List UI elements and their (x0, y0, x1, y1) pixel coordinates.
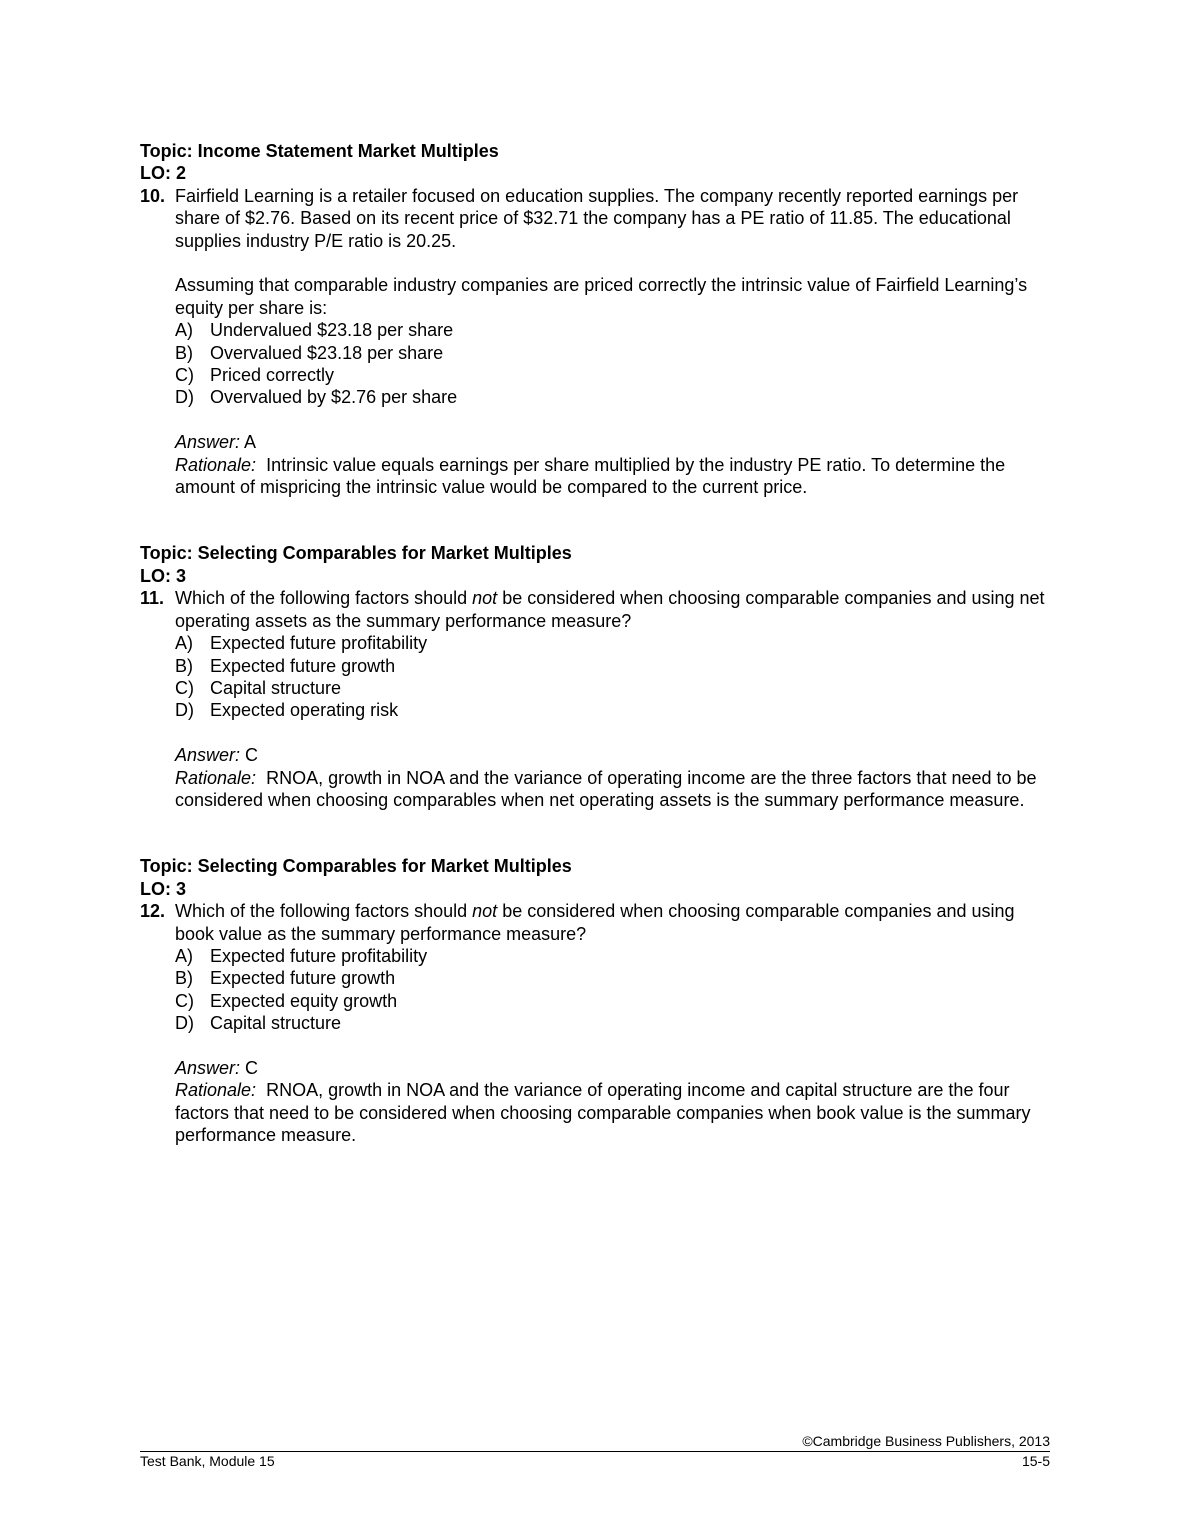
rationale-line (175, 1079, 1050, 1146)
question-topic: Topic: Income Statement Market Multiples (140, 141, 499, 161)
rationale-text: RNOA, growth in NOA and the variance of operating income are the three factors that need to be considered when choosing comparables when net operating assets is the summary performance measure. (175, 767, 1037, 810)
option-a (175, 945, 1050, 967)
stem-emphasis: not (472, 901, 498, 922)
question-10 (140, 140, 1050, 498)
option-d (175, 1012, 1050, 1034)
answer-label: Answer: (175, 432, 241, 453)
option-c (175, 990, 1050, 1012)
option-a (175, 632, 1050, 654)
option-text: Capital structure (210, 677, 342, 698)
option-d (175, 386, 1050, 408)
option-text: Capital structure (210, 1013, 342, 1034)
option-letter: B) (175, 655, 193, 676)
question-body (140, 587, 1050, 811)
stem-start: Which of the following factors should (175, 901, 473, 922)
answer-line (175, 744, 1050, 766)
option-a (175, 319, 1050, 341)
option-text: Expected future growth (210, 655, 396, 676)
rationale-label: Rationale: (175, 454, 257, 475)
option-letter: B) (175, 342, 193, 363)
option-d (175, 699, 1050, 721)
option-b (175, 342, 1050, 364)
option-text: Expected future growth (210, 968, 396, 989)
option-letter: A) (175, 945, 193, 966)
option-letter: D) (175, 387, 194, 408)
question-text (175, 900, 1050, 1146)
question-text (175, 185, 1050, 499)
footer-line (140, 1452, 1050, 1470)
learning-objective: LO: 3 (140, 565, 187, 586)
question-12 (140, 855, 1050, 1146)
option-letter: C) (175, 990, 194, 1011)
rationale-text: Intrinsic value equals earnings per share multiplied by the industry PE ratio. To determine the amount of mispricing the intrinsic value would be compared to the current price. (175, 454, 1006, 498)
question-stem: Fairfield Learning is a retailer focused on education supplies. The company recently reported earnings per share of $2.76. Based on its recent price of $32.71 the company has a PE ratio of 11.85. The educational supplies industry P/E ratio is 20.25. (175, 185, 1019, 251)
stem-end: be considered when choosing comparable companies and using net operating assets as the summary performance measure? (175, 588, 1045, 631)
page-footer (140, 1432, 1050, 1470)
question-body (140, 185, 1050, 499)
question-stem (175, 587, 1050, 632)
question-body (140, 900, 1050, 1146)
answer-block (175, 1057, 1050, 1147)
stem-emphasis: not (472, 588, 498, 609)
option-letter: D) (175, 700, 194, 721)
answer-options (175, 945, 1050, 1035)
answer-options (175, 632, 1050, 722)
answer-value: C (245, 1057, 259, 1078)
answer-label: Answer: (175, 745, 241, 766)
answer-line (175, 1057, 1050, 1079)
footer-module-label: Test Bank, Module 15 (140, 1453, 275, 1469)
option-c (175, 364, 1050, 386)
option-b (175, 967, 1050, 989)
question-stem-continued: Assuming that comparable industry companies are priced correctly the intrinsic value of Fairfield Learning’s equity per share is: (175, 275, 1028, 318)
copyright-notice: ©Cambridge Business Publishers, 2013 (802, 1433, 1050, 1449)
stem-start: Which of the following factors should (175, 588, 473, 609)
question-stem (175, 900, 1050, 945)
answer-block (175, 744, 1050, 811)
question-topic: Topic: Selecting Comparables for Market Multiples (140, 856, 572, 877)
question-11 (140, 542, 1050, 811)
learning-objective: LO: 2 (140, 163, 187, 184)
answer-value: C (245, 745, 259, 766)
option-b (175, 655, 1050, 677)
answer-block (175, 431, 1050, 498)
answer-options (175, 319, 1050, 409)
learning-objective: LO: 3 (140, 878, 187, 899)
option-letter: C) (175, 365, 194, 386)
question-number: 11. (140, 588, 165, 609)
rationale-text: RNOA, growth in NOA and the variance of operating income and capital structure are the four factors that need to be considered when choosing comparable companies when book value is the summary performance measure. (175, 1080, 1031, 1146)
answer-value: A (244, 432, 257, 453)
document-page (140, 140, 1050, 1147)
option-c (175, 677, 1050, 699)
rationale-label: Rationale: (175, 767, 257, 788)
option-letter: A) (175, 633, 193, 654)
option-text: Expected future profitability (210, 633, 428, 654)
answer-label: Answer: (175, 1057, 241, 1078)
option-text: Priced correctly (210, 365, 335, 386)
option-text: Overvalued by $2.76 per share (210, 387, 458, 408)
rationale-line (175, 454, 1050, 499)
option-letter: B) (175, 968, 193, 989)
option-text: Overvalued $23.18 per share (210, 342, 444, 363)
option-letter: D) (175, 1013, 194, 1034)
question-topic: Topic: Selecting Comparables for Market Multiples (140, 543, 572, 564)
question-number: 10. (140, 185, 166, 206)
stem-end: be considered when choosing comparable companies and using book value as the summary performance measure? (175, 901, 1015, 944)
option-text: Expected operating risk (210, 700, 399, 721)
option-letter: C) (175, 677, 194, 698)
question-text (175, 587, 1050, 811)
option-text: Expected equity growth (210, 990, 398, 1011)
rationale-label: Rationale: (175, 1080, 257, 1101)
answer-line (175, 431, 1050, 453)
question-number: 12. (140, 901, 166, 922)
page-number: 15-5 (1021, 1453, 1050, 1469)
option-letter: A) (175, 320, 193, 341)
option-text: Undervalued $23.18 per share (210, 320, 454, 341)
option-text: Expected future profitability (210, 945, 428, 966)
rationale-line (175, 767, 1050, 812)
